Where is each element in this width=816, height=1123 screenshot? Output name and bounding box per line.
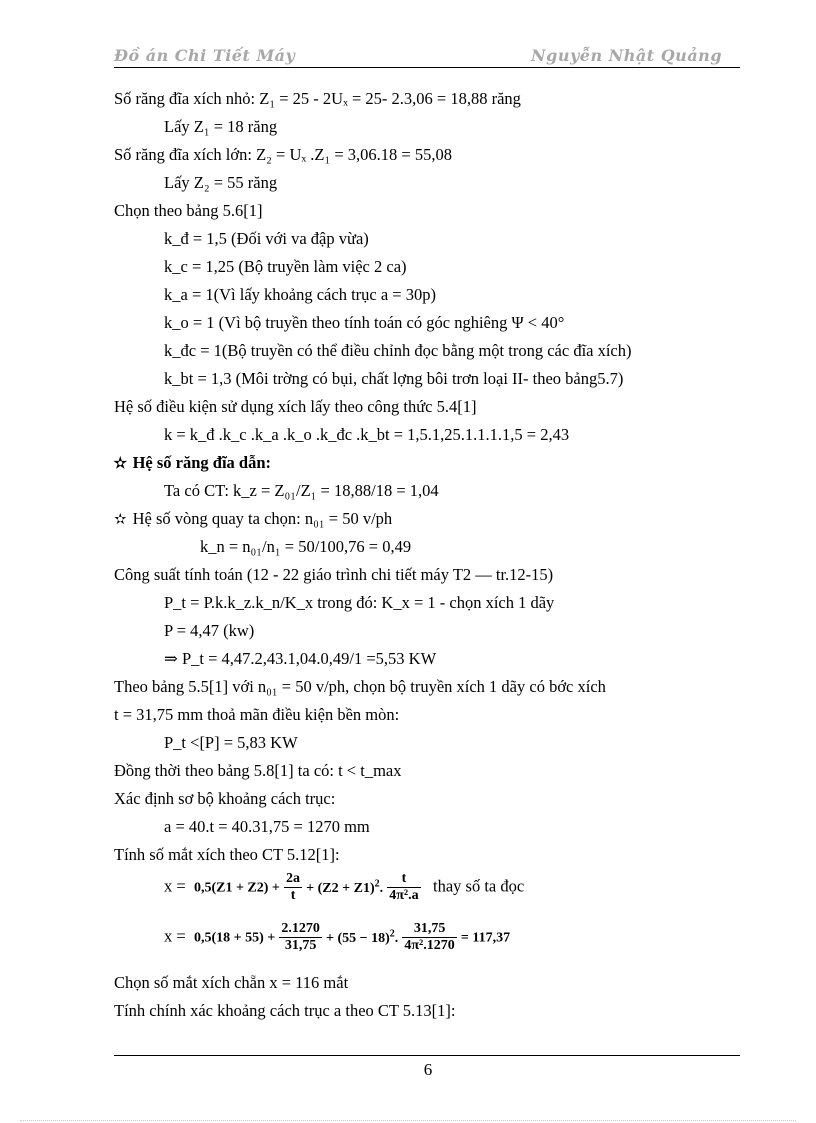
text-line [164, 649, 436, 669]
footer-rule [114, 1055, 740, 1056]
text-line: Hệ số điều kiện sử dụng xích lấy theo công thức 5.4[1] [114, 397, 477, 416]
formula-note: thay số ta đọc [433, 876, 525, 896]
formula-term: 0,5(18 + 55) + [193, 930, 276, 946]
text-line: k = k_đ .k_c .k_a .k_o .k_đc .k_bt = 1,5.1,25.1.1.1.1,5 = 2,43 [164, 425, 570, 444]
text-line: Lấy Z₂ = 55 răng [164, 173, 278, 192]
formula-lhs: x = [164, 926, 186, 946]
text-line: Theo bảng 5.5[1] với n₀₁ = 50 v/ph, chọn bộ truyền xích 1 dãy có bớc xích [114, 677, 606, 696]
text-line [114, 509, 392, 530]
text-line: k_c = 1,25 (Bộ truyền làm việc 2 ca) [164, 257, 407, 276]
text-line: P_t = P.k.k_z.k_n/K_x trong đó: K_x = 1 - chọn xích 1 dãy [164, 593, 555, 612]
text-line: Tính chính xác khoảng cách trục a theo CT 5.13[1]: [114, 1001, 456, 1020]
text-line-part: k_o = 1 (Vì bộ truyền theo tính toán có góc nghiêng [164, 313, 508, 332]
text-line: Đồng thời theo bảng 5.8[1] ta có: t < t_max [114, 761, 402, 780]
text-line: Tính số mắt xích theo CT 5.12[1]: [114, 845, 340, 864]
fraction: $\frac{2.1270}{31,75}$ [281, 921, 320, 954]
fraction: $\frac{2a}{t}$ [286, 871, 301, 904]
text-line: Lấy Z₁ = 18 răng [164, 117, 278, 136]
text-line: k_đ = 1,5 (Đối với va đập vừa) [164, 229, 369, 248]
angle-condition: Ψ < 40° [511, 313, 565, 332]
text-line: k_n = n₀₁/n₁ = 50/100,76 = 0,49 [200, 537, 412, 556]
fraction: $\frac{31,75}{\text{4π².1270}}$ [404, 921, 455, 954]
page-number: 6 [423, 1060, 433, 1079]
text-line: Chọn số mắt xích chẵn x = 116 mắt [114, 973, 349, 992]
text-line: Công suất tính toán (12 - 22 giáo trình chi tiết máy T2 — tr.12-15) [114, 565, 554, 584]
text-line: Xác định sơ bộ khoảng cách trục: [114, 789, 336, 808]
text-line-part: P_t = 4,47.2,43.1,04.0,49/1 =5,53 KW [181, 649, 437, 668]
fraction: $\frac{t}{\text{4π².a}}$ [389, 871, 419, 904]
text-line: Số răng đĩa xích lớn: Z₂ = Uₓ .Z₁ = 3,06.18 = 55,08 [114, 145, 452, 164]
text-line: a = 40.t = 40.31,75 = 1270 mm [164, 817, 370, 836]
header-title: Đồ án Chi Tiết Máy [114, 46, 296, 65]
heading-text: Hệ số răng đĩa dẫn: [132, 453, 272, 472]
text-line [164, 313, 564, 333]
text-line: Ta có CT: k_z = Z₀₁/Z₁ = 18,88/18 = 1,04 [164, 481, 439, 500]
formula-term: + $(55 - 18)^2$. [325, 928, 399, 946]
section-heading [114, 453, 271, 474]
text-line: Số răng đĩa xích nhỏ: Z₁ = 25 - 2Uₓ = 25- 2.3,06 = 18,88 răng [114, 89, 521, 108]
formula-term: 0,5(Z1 + Z2) + [193, 880, 280, 896]
text-line: P_t <[P] = 5,83 KW [164, 733, 298, 752]
star-icon: ✫ [114, 512, 127, 528]
formula-numeric [164, 914, 510, 959]
text-line: P = 4,47 (kw) [164, 621, 255, 640]
formula-result: = 117,37 [460, 930, 511, 946]
text-line: t = 31,75 mm thoả mãn điều kiện bền mòn: [114, 705, 400, 724]
page-edge [20, 1120, 796, 1121]
formula-term: + $(Z2 + Z1)^2$. [306, 878, 384, 896]
implies-icon: ⇒ [164, 649, 182, 668]
text-line: k_bt = 1,3 (Môi trờng có bụi, chất lợng bôi trơn loại II- theo bảng5.7) [164, 369, 624, 388]
formula-general [164, 864, 524, 909]
text-line-part: Hệ số vòng quay ta chọn: n₀₁ = 50 v/ph [132, 509, 393, 528]
text-line: k_a = 1(Vì lấy khoảng cách trục a = 30p) [164, 285, 436, 304]
header-rule [114, 67, 740, 68]
formula-lhs: x = [164, 876, 186, 896]
star-icon: ✫ [114, 456, 127, 472]
text-line: Chọn theo bảng 5.6[1] [114, 201, 263, 220]
text-line: k_đc = 1(Bộ truyền có thể điều chỉnh đọc bằng một trong các đĩa xích) [164, 341, 632, 360]
header-author: Nguyễn Nhật Quảng [531, 46, 722, 65]
